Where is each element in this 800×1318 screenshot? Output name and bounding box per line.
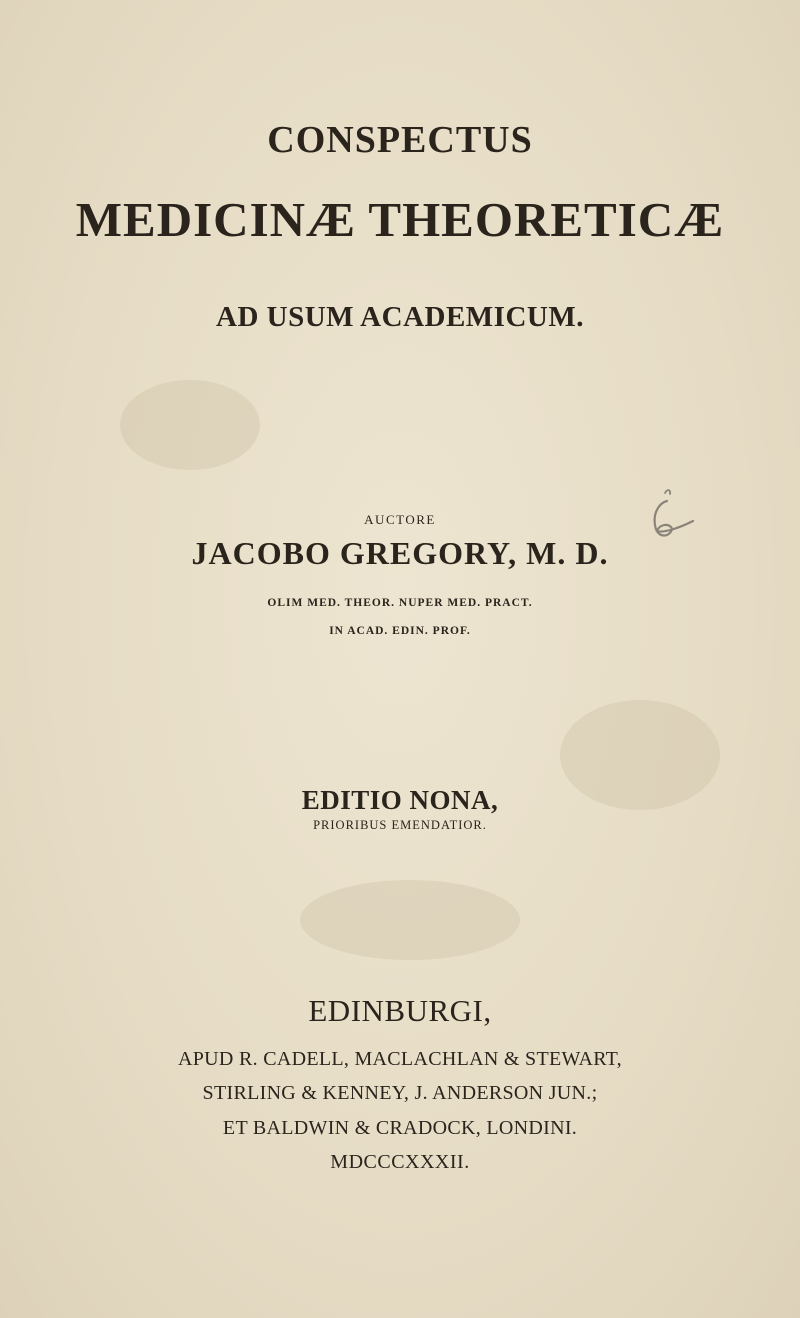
title-line-1: CONSPECTUS xyxy=(267,119,533,161)
paper-stain xyxy=(300,880,520,960)
author-name: JACOBO GREGORY, M. D. xyxy=(191,535,609,571)
author-role-line-1: OLIM MED. THEOR. NUPER MED. PRACT. xyxy=(267,597,533,609)
author-role-line-2: IN ACAD. EDIN. PROF. xyxy=(329,625,471,637)
imprint-city: EDINBURGI, xyxy=(308,993,492,1028)
edition-label: EDITIO NONA, xyxy=(301,785,499,815)
publisher-line-1: APUD R. CADELL, MACLACHLAN & STEWART, xyxy=(178,1048,622,1070)
title-line-3: AD USUM ACADEMICUM. xyxy=(216,301,584,333)
publisher-line-2: STIRLING & KENNEY, J. ANDERSON JUN.; xyxy=(202,1082,598,1104)
author-prefix: AUCTORE xyxy=(364,512,436,527)
title-line-2: MEDICINÆ THEORETICÆ xyxy=(75,192,725,247)
paper-stain xyxy=(120,380,260,470)
publication-year: MDCCCXXXII. xyxy=(330,1151,470,1173)
publisher-line-3: ET BALDWIN & CRADOCK, LONDINI. xyxy=(222,1117,578,1139)
edition-note: PRIORIBUS EMENDATIOR. xyxy=(313,818,487,832)
